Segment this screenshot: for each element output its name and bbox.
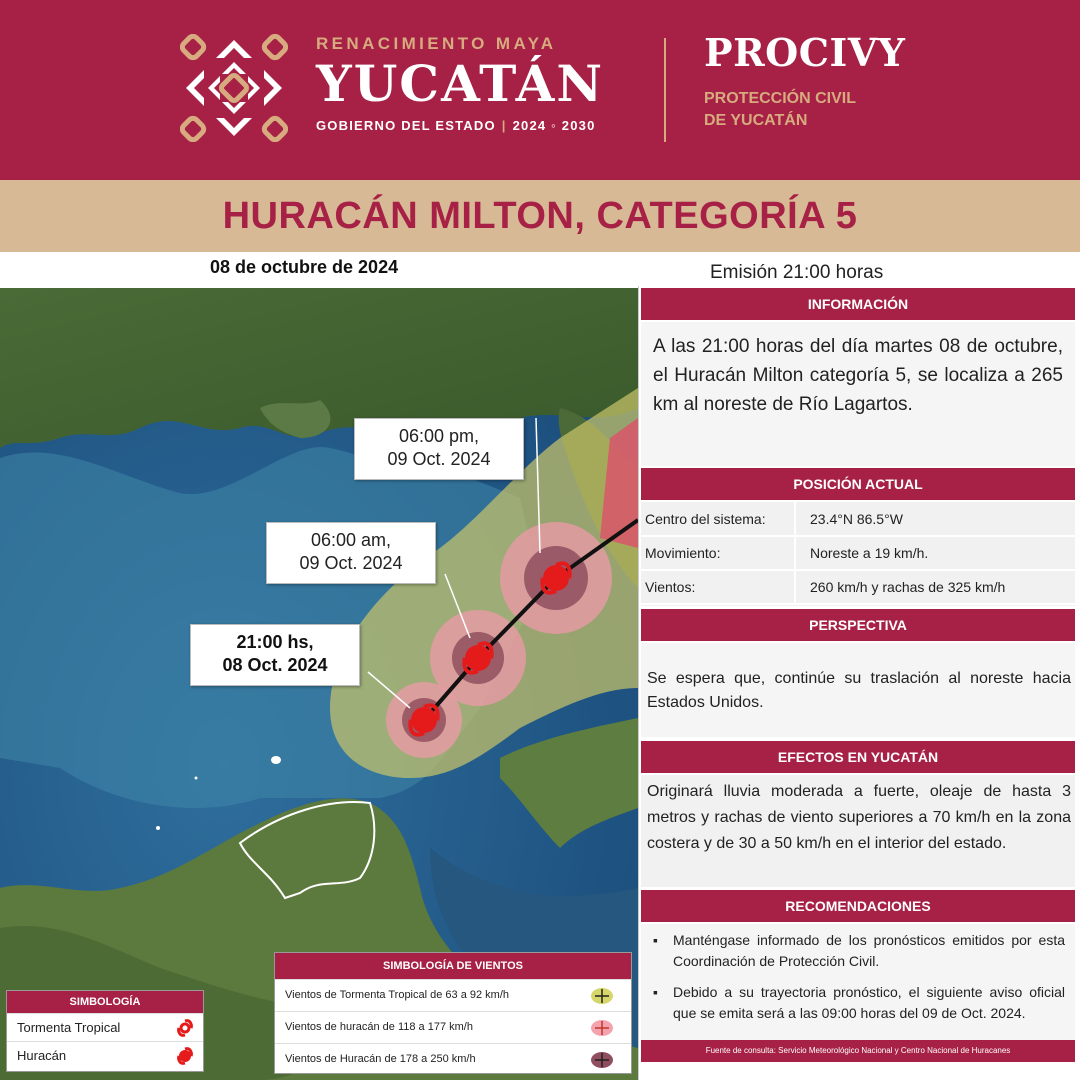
- recommendations-section: [641, 924, 1075, 1040]
- callout-date: 08 Oct. 2024: [222, 655, 328, 675]
- info-text: A las 21:00 horas del día martes 08 de octubre, el Huracán Milton categoría 5, se localiza a 265 km al noreste de Río Lagartos.: [653, 336, 1063, 415]
- wind-legend: [274, 952, 632, 1074]
- source-note: Fuente de consulta: Servicio Meteorológico Nacional y Centro Nacional de Huracanes: [641, 1040, 1075, 1062]
- agency-line-2: DE YUCATÁN: [704, 112, 808, 129]
- position-key: Movimiento:: [641, 536, 795, 570]
- legend-row-tropical-storm: [7, 1013, 203, 1041]
- callout-2100hs: [190, 624, 360, 686]
- header-banner: [0, 0, 1080, 180]
- recommendations-header: RECOMENDACIONES: [641, 890, 1075, 922]
- legend-row-major-hurricane-winds: [275, 1043, 631, 1075]
- wind-symbol-icon: [589, 985, 615, 1007]
- callout-0600pm: [354, 418, 524, 480]
- info-panel: [638, 286, 1080, 1080]
- brand-sub-right: 2024 ◦ 2030: [512, 118, 596, 133]
- report-date: 08 de octubre de 2024: [210, 257, 399, 277]
- table-row: [641, 502, 1075, 536]
- perspective-header: PERSPECTIVA: [641, 609, 1075, 641]
- list-item: [653, 930, 1065, 972]
- info-section: [641, 322, 1075, 466]
- issue-time: Emisión 21:00 horas: [710, 262, 884, 283]
- position-table: [641, 502, 1075, 605]
- bullet-icon: ▪: [653, 932, 658, 948]
- symbol-legend: [6, 990, 204, 1072]
- perspective-section: [641, 643, 1075, 737]
- agency-line-1: PROTECCIÓN CIVIL: [704, 90, 857, 107]
- main-title: HURACÁN MILTON, CATEGORÍA 5: [222, 194, 858, 237]
- info-header: INFORMACIÓN: [641, 288, 1075, 320]
- hurricane-icon: [175, 1046, 195, 1066]
- satellite-map: [0, 288, 638, 1080]
- callout-time: 21:00 hs,: [236, 632, 314, 652]
- table-row: [641, 570, 1075, 604]
- position-key: Vientos:: [641, 570, 795, 604]
- tropical-storm-icon: [175, 1018, 195, 1038]
- brand-tagline: RENACIMIENTO MAYA: [316, 34, 557, 53]
- effects-section: [641, 775, 1075, 887]
- callout-time: 06:00 am,: [310, 530, 392, 550]
- table-row: [641, 536, 1075, 570]
- brand-block: [316, 34, 626, 133]
- legend-row-hurricane-winds: [275, 1011, 631, 1043]
- wind-symbol-icon: [589, 1017, 615, 1039]
- position-value: 23.4°N 86.5°W: [795, 502, 1075, 536]
- legend-label: Huracán: [17, 1048, 67, 1063]
- legend-label: Vientos de Huracán de 178 a 250 km/h: [285, 1053, 476, 1065]
- yucatan-emblem-icon: [180, 34, 288, 142]
- brand-name: YUCATÁN: [316, 54, 605, 113]
- legend-label: Vientos de huracán de 118 a 177 km/h: [285, 1021, 473, 1033]
- recommendation-text: Debido a su trayectoria pronóstico, el siguiente aviso oficial que se emita será a las 09:00 horas del 09 de Oct. 2024.: [673, 984, 1065, 1021]
- agency-name: PROCIVY: [704, 30, 906, 75]
- position-key: Centro del sistema:: [641, 502, 795, 536]
- brand-sub-separator: |: [501, 118, 507, 133]
- position-value: 260 km/h y rachas de 325 km/h: [795, 570, 1075, 604]
- position-header: POSICIÓN ACTUAL: [641, 468, 1075, 500]
- position-section: [641, 502, 1075, 606]
- symbol-legend-title: SIMBOLOGÍA: [7, 991, 203, 1013]
- legend-row-hurricane: [7, 1041, 203, 1069]
- callout-0600am: [266, 522, 436, 584]
- list-item: [653, 982, 1065, 1024]
- wind-legend-title: SIMBOLOGÍA DE VIENTOS: [275, 953, 631, 979]
- recommendation-text: Manténgase informado de los pronósticos emitidos por esta Coordinación de Protección Civil.: [673, 932, 1065, 969]
- legend-row-tropical-winds: [275, 979, 631, 1011]
- legend-label: Vientos de Tormenta Tropical de 63 a 92 km/h: [285, 989, 510, 1001]
- header-divider: [664, 38, 666, 142]
- brand-subtitle: [316, 118, 626, 133]
- bullet-icon: ▪: [653, 984, 658, 1000]
- perspective-text: Se espera que, continúe su traslación al noreste hacia Estados Unidos.: [647, 670, 1071, 711]
- title-band: [0, 180, 1080, 252]
- callout-date: 09 Oct. 2024: [387, 449, 491, 469]
- wind-symbol-icon: [589, 1049, 615, 1071]
- effects-header: EFECTOS EN YUCATÁN: [641, 741, 1075, 773]
- callout-date: 09 Oct. 2024: [299, 553, 403, 573]
- brand-sub-left: GOBIERNO DEL ESTADO: [316, 118, 496, 133]
- legend-label: Tormenta Tropical: [17, 1020, 121, 1035]
- callout-time: 06:00 pm,: [398, 426, 480, 446]
- effects-text: Originará lluvia moderada a fuerte, oleaje de hasta 3 metros y rachas de viento superiores a 70 km/h en la zona costera y de 30 a 50 km/h en el interior del estado.: [647, 783, 1071, 852]
- position-value: Noreste a 19 km/h.: [795, 536, 1075, 570]
